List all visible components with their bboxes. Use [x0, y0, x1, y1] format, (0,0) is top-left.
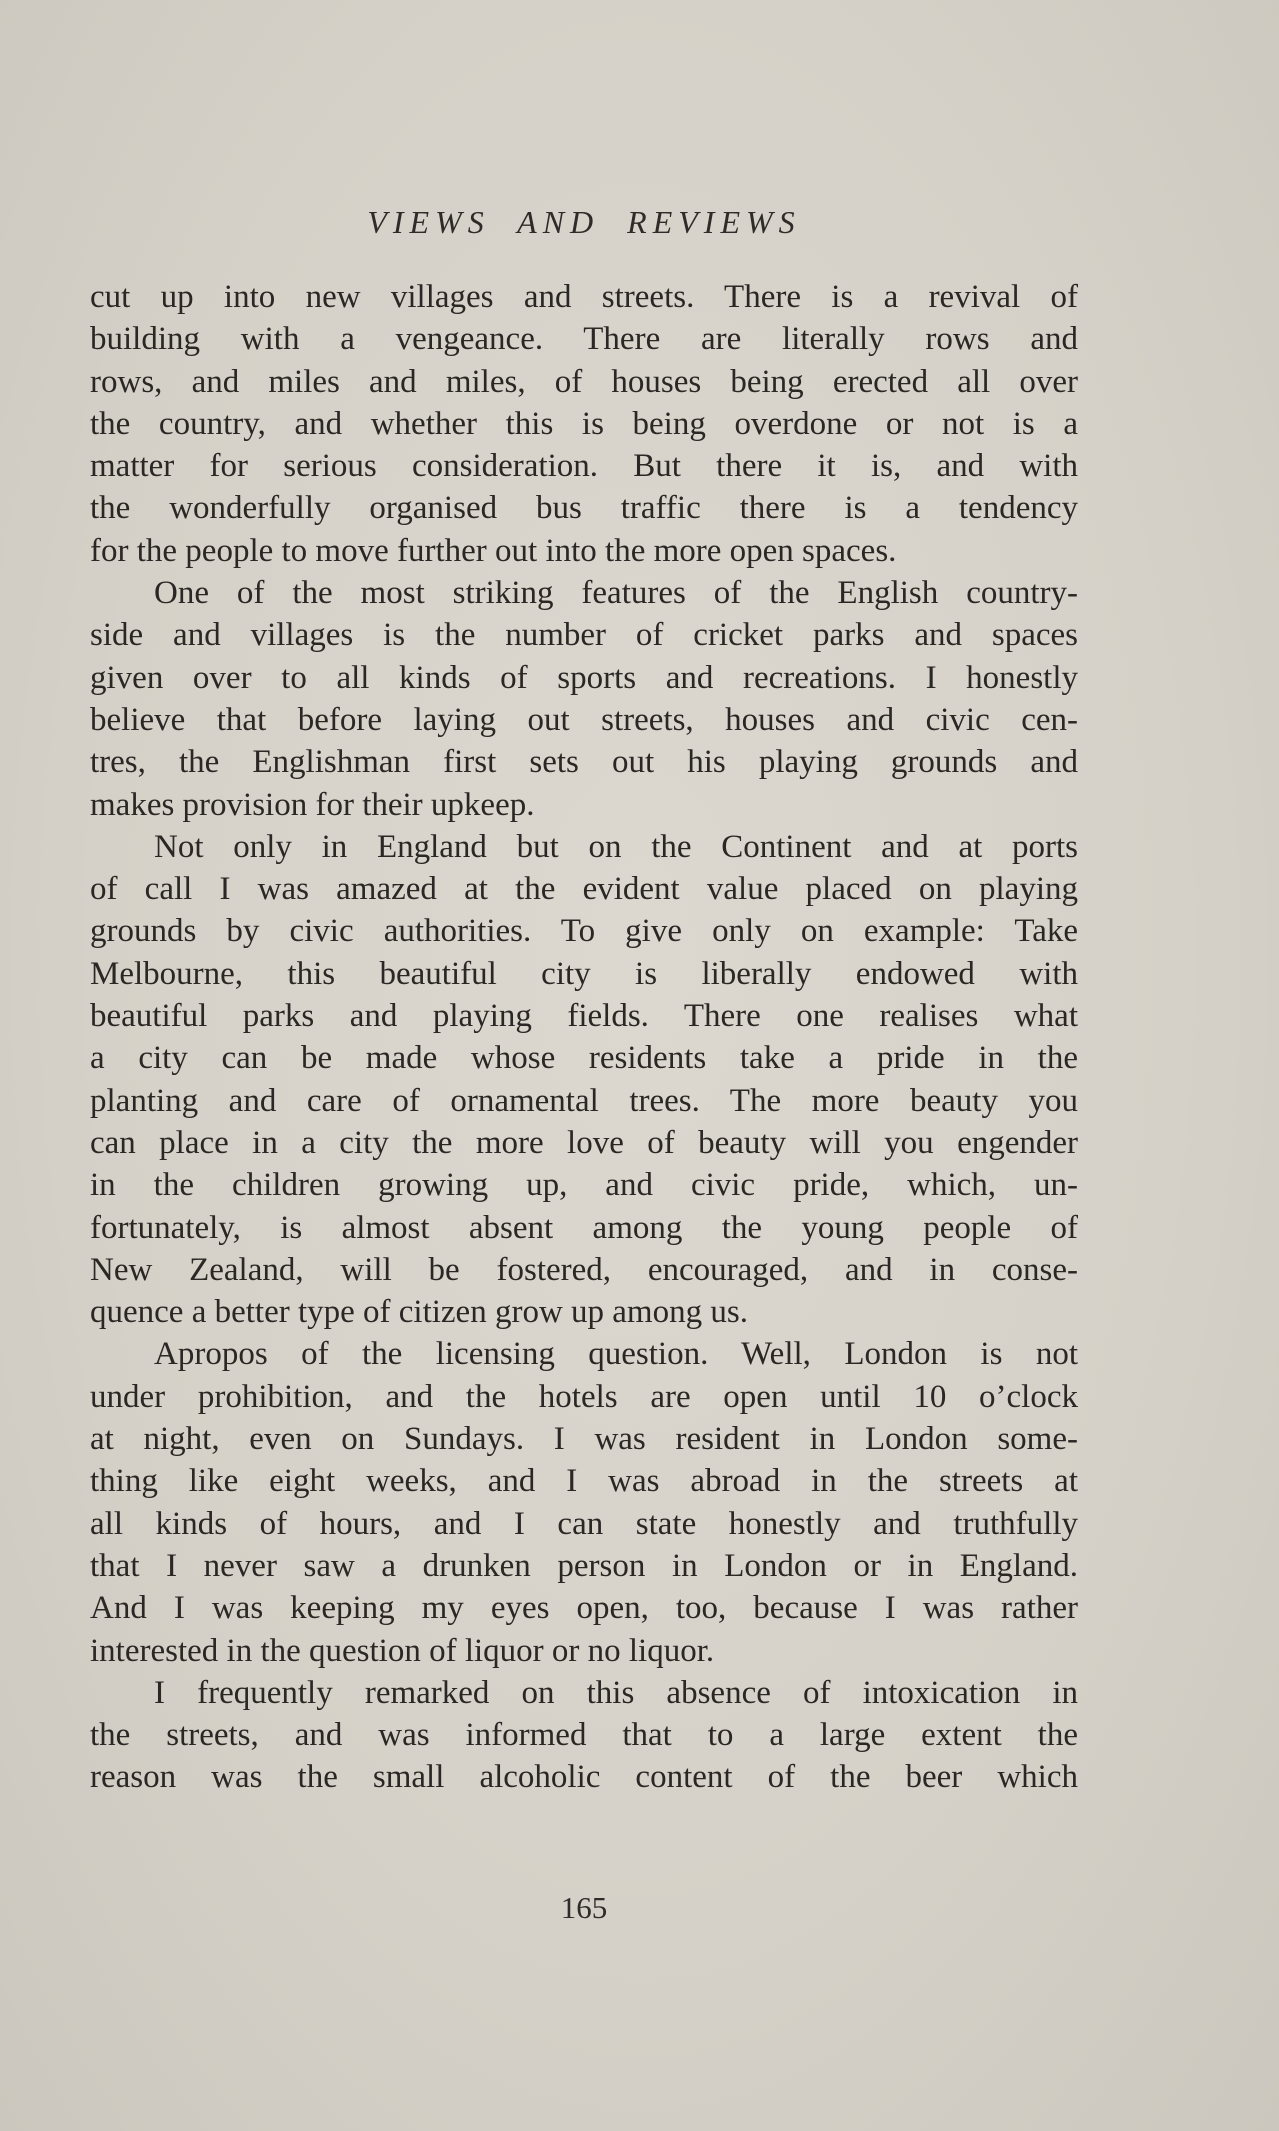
text-line: rows, and miles and miles, of houses being erected all over	[90, 363, 1078, 400]
text-line: that I never saw a drunken person in London or in England.	[90, 1547, 1078, 1584]
text-line: makes provision for their upkeep.	[90, 786, 535, 823]
text-line: grounds by civic authorities. To give only on example: Take	[90, 913, 1078, 950]
text-line: a city can be made whose residents take a pride in the	[90, 1040, 1078, 1077]
text-line: reason was the small alcoholic content of the beer which	[90, 1759, 1078, 1796]
text-line: And I was keeping my eyes open, too, because I was rather	[90, 1590, 1078, 1627]
page-number: 165	[560, 1890, 608, 1925]
text-line: tres, the Englishman first sets out his playing grounds and	[90, 744, 1078, 781]
text-line: building with a vengeance. There are literally rows and	[90, 321, 1078, 358]
text-line: Melbourne, this beautiful city is liberally endowed with	[90, 955, 1078, 992]
text-line: beautiful parks and playing fields. There one realises what	[90, 998, 1078, 1035]
text-line: believe that before laying out streets, houses and civic cen-	[90, 701, 1078, 738]
text-line: all kinds of hours, and I can state honestly and truthfully	[90, 1505, 1078, 1542]
text-line: under prohibition, and the hotels are open until 10 o’clock	[90, 1378, 1078, 1415]
text-line: One of the most striking features of the English country-	[154, 575, 1078, 612]
text-line: New Zealand, will be fostered, encouraged, and in conse-	[90, 1251, 1078, 1288]
text-line: quence a better type of citizen grow up among us.	[90, 1294, 748, 1331]
text-line: given over to all kinds of sports and recreations. I honestly	[90, 659, 1078, 696]
text-line: the country, and whether this is being overdone or not is a	[90, 405, 1078, 442]
text-line: thing like eight weeks, and I was abroad in the streets at	[90, 1463, 1078, 1500]
text-line: at night, even on Sundays. I was resident in London some-	[90, 1421, 1078, 1458]
text-line: planting and care of ornamental trees. The more beauty you	[90, 1082, 1078, 1119]
text-line: Apropos of the licensing question. Well, London is not	[154, 1336, 1078, 1373]
text-line: cut up into new villages and streets. There is a revival of	[90, 279, 1078, 315]
text-line: the streets, and was informed that to a large extent the	[90, 1717, 1078, 1754]
text-line: interested in the question of liquor or no liquor.	[90, 1632, 715, 1669]
book-page	[90, 0, 1078, 2131]
text-line: Not only in England but on the Continent and at ports	[154, 828, 1078, 865]
text-line: matter for serious consideration. But there it is, and with	[90, 448, 1078, 485]
running-head: VIEWS AND REVIEWS	[367, 204, 801, 240]
text-line: in the children growing up, and civic pride, which, un-	[90, 1167, 1078, 1204]
text-line: can place in a city the more love of beauty will you engender	[90, 1124, 1078, 1161]
text-line: side and villages is the number of cricket parks and spaces	[90, 617, 1078, 654]
text-line: I frequently remarked on this absence of intoxication in	[154, 1674, 1078, 1711]
text-line: fortunately, is almost absent among the young people of	[90, 1209, 1078, 1246]
text-line: of call I was amazed at the evident value placed on playing	[90, 871, 1078, 908]
text-line: the wonderfully organised bus traffic there is a tendency	[90, 490, 1078, 527]
text-line: for the people to move further out into the more open spaces.	[90, 532, 897, 569]
body-text	[90, 276, 1078, 1799]
